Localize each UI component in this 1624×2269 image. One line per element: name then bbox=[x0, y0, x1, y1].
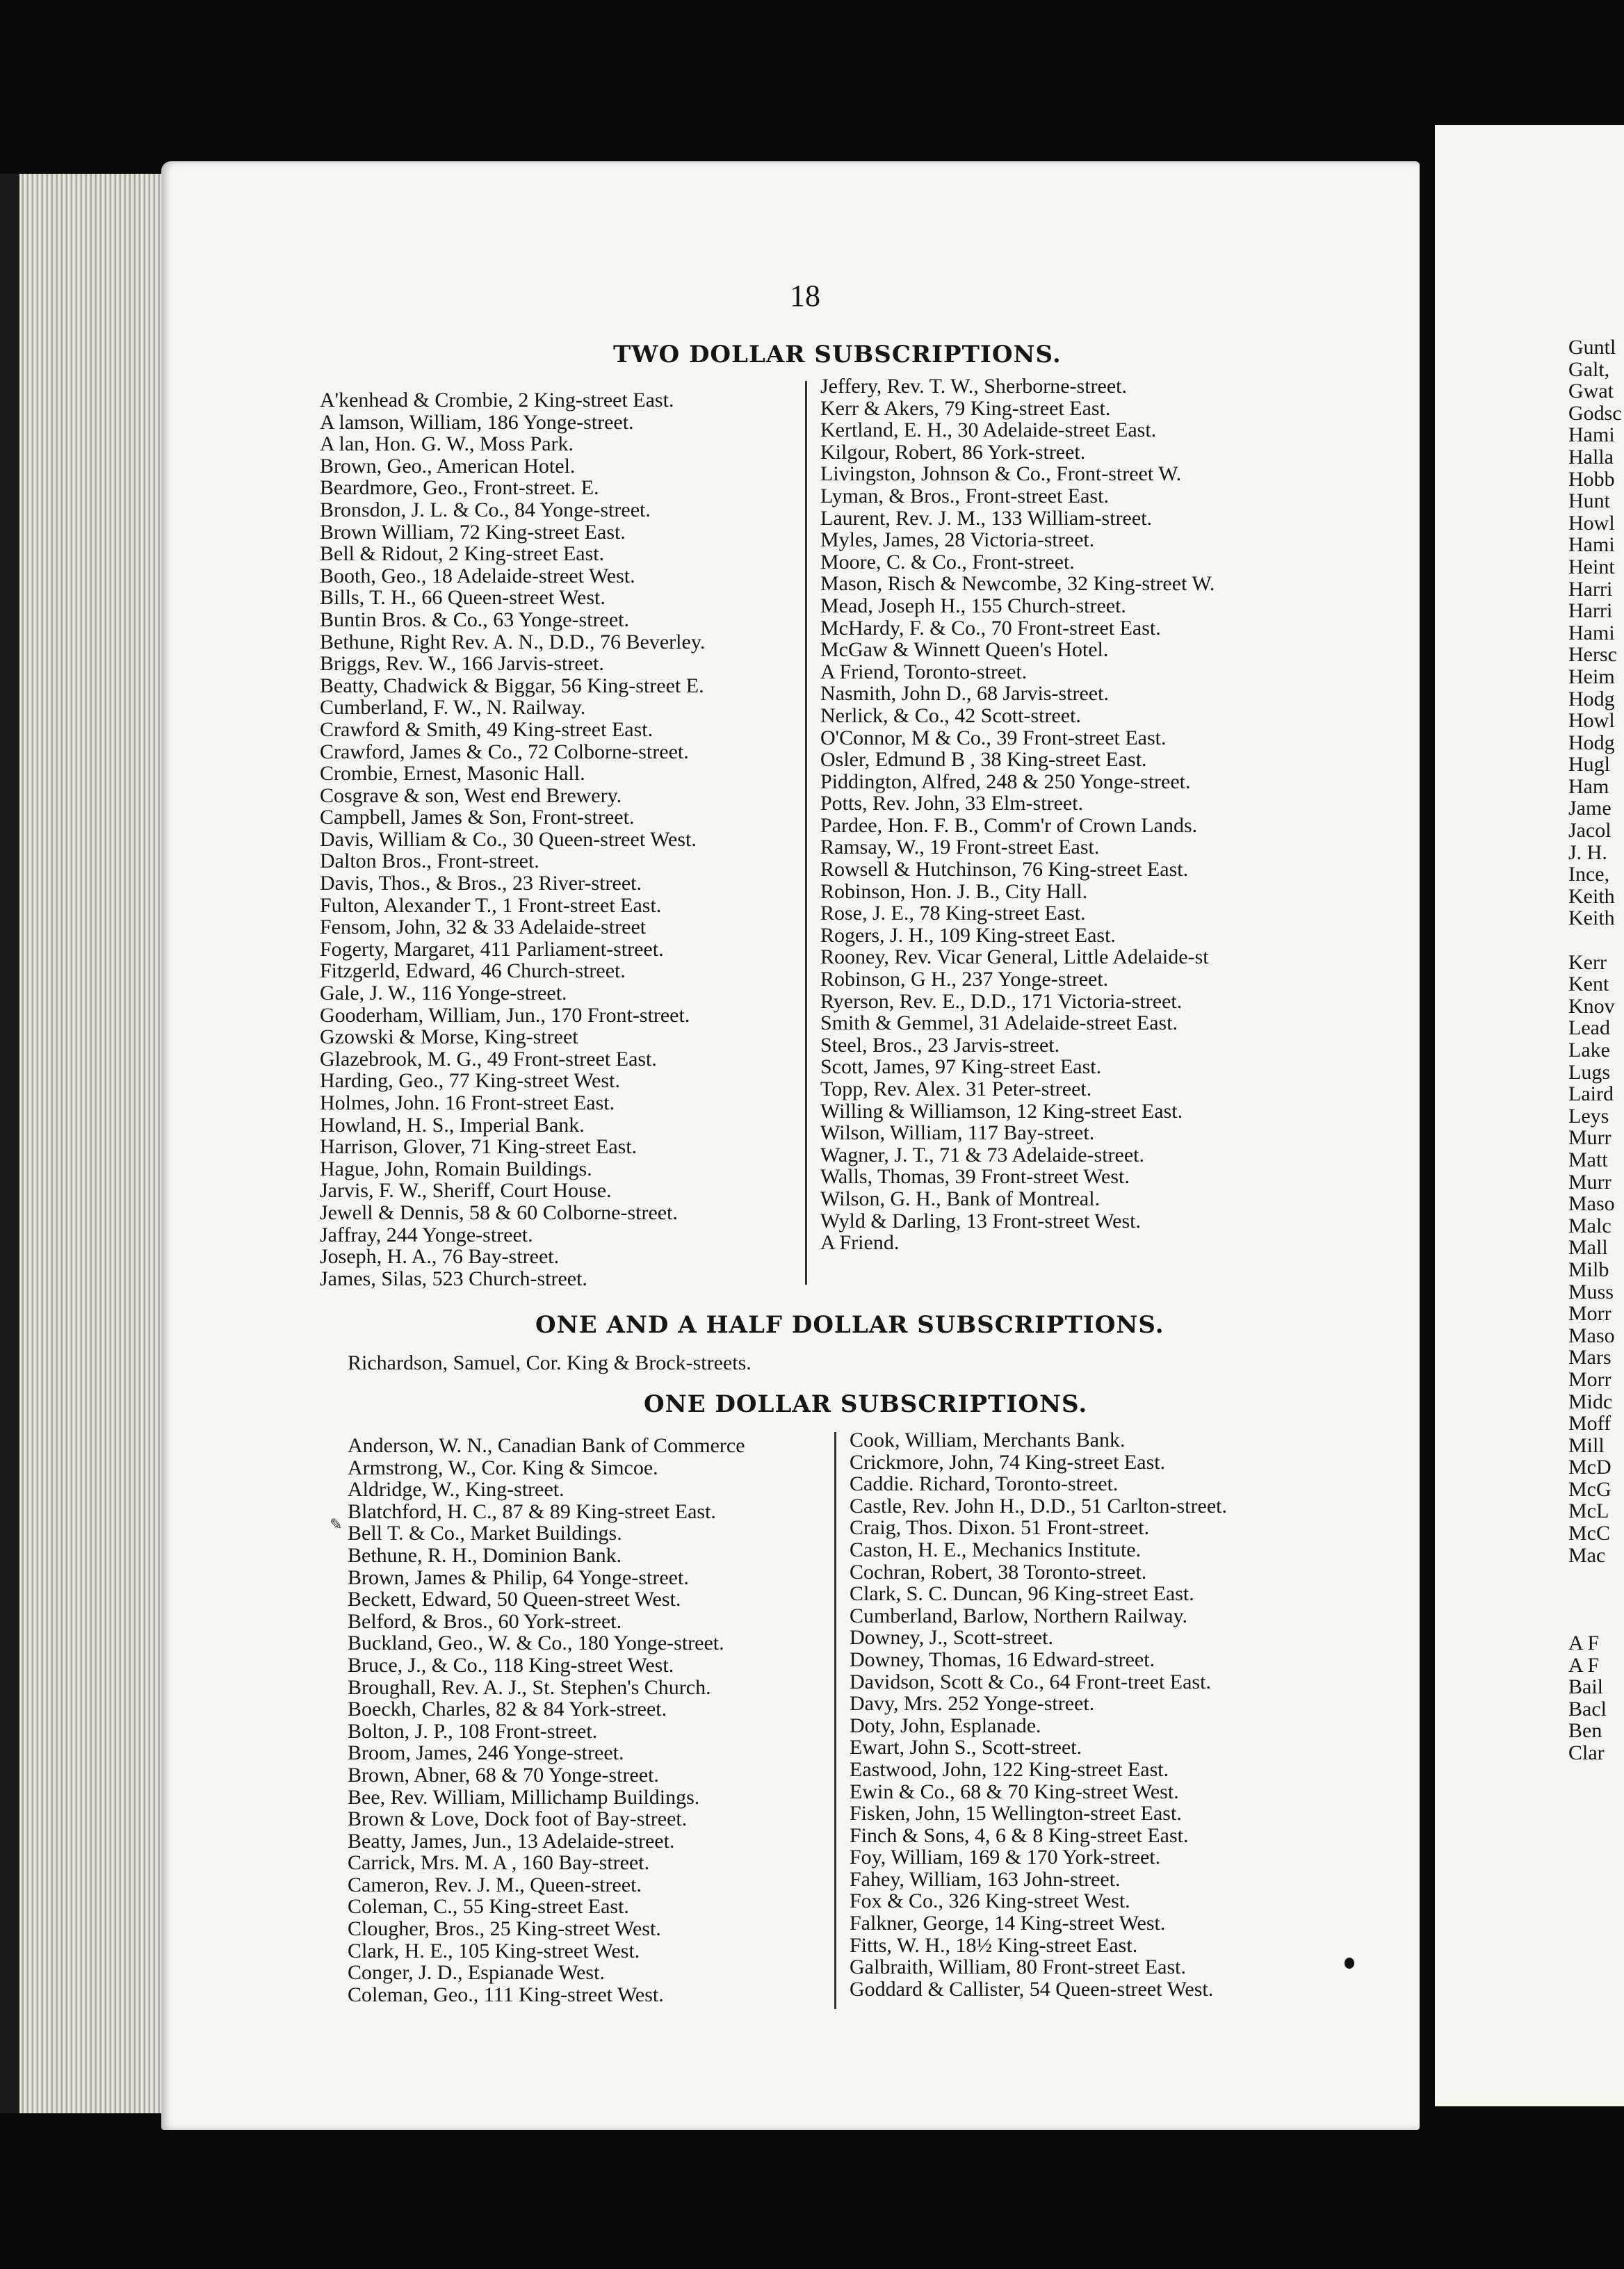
list-entry: Keith bbox=[1568, 884, 1615, 908]
list-entry: Wilson, William, 117 Bay-street. bbox=[820, 1121, 1095, 1145]
list-entry: Booth, Geo., 18 Adelaide-street West. bbox=[320, 564, 635, 587]
list-entry: Cook, William, Merchants Bank. bbox=[850, 1429, 1126, 1451]
list-entry: Hunt bbox=[1568, 489, 1610, 513]
list-entry: Mead, Joseph H., 155 Church-street. bbox=[820, 594, 1126, 617]
list-entry: Cumberland, F. W., N. Railway. bbox=[320, 696, 586, 719]
list-entry: Jarvis, F. W., Sheriff, Court House. bbox=[320, 1179, 612, 1203]
list-entry: Buckland, Geo., W. & Co., 180 Yonge-street. bbox=[348, 1632, 724, 1655]
list-entry: Armstrong, W., Cor. King & Simcoe. bbox=[348, 1456, 658, 1479]
list-entry: Keith bbox=[1568, 906, 1615, 930]
list-entry: Gale, J. W., 116 Yonge-street. bbox=[320, 982, 567, 1005]
list-entry: Bell T. & Co., Market Buildings. bbox=[348, 1522, 622, 1545]
list-entry: Harding, Geo., 77 King-street West. bbox=[320, 1069, 620, 1093]
list-entry: Dalton Bros., Front-street. bbox=[320, 849, 539, 873]
list-entry: Cameron, Rev. J. M., Queen-street. bbox=[348, 1873, 642, 1896]
list-entry: Kerr & Akers, 79 King-street East. bbox=[820, 396, 1111, 420]
list-entry: Cochran, Robert, 38 Toronto-street. bbox=[850, 1560, 1147, 1584]
list-entry: Hersc bbox=[1568, 643, 1617, 667]
list-entry: Broughall, Rev. A. J., St. Stephen's Church. bbox=[348, 1675, 711, 1699]
list-entry: Bolton, J. P., 108 Front-street. bbox=[348, 1719, 598, 1743]
list-entry: Mill bbox=[1568, 1433, 1605, 1457]
list-entry: Wagner, J. T., 71 & 73 Adelaide-street. bbox=[820, 1143, 1144, 1166]
list-entry: Hodg bbox=[1568, 731, 1615, 754]
list-entry: A'kenhead & Crombie, 2 King-street East. bbox=[320, 389, 674, 412]
list-entry: Moff bbox=[1568, 1412, 1611, 1436]
list-entry: Bacl bbox=[1568, 1697, 1607, 1721]
list-entry: Cosgrave & son, West end Brewery. bbox=[320, 783, 622, 807]
list-entry: Leys bbox=[1568, 1104, 1609, 1128]
list-entry: Bail bbox=[1568, 1675, 1603, 1699]
list-entry: A F bbox=[1568, 1632, 1600, 1655]
list-entry: O'Connor, M & Co., 39 Front-street East. bbox=[820, 726, 1167, 749]
list-entry: Ewin & Co., 68 & 70 King-street West. bbox=[850, 1780, 1179, 1803]
list-entry: Willing & Williamson, 12 King-street East. bbox=[820, 1099, 1183, 1123]
list-entry: Rowsell & Hutchinson, 76 King-street East. bbox=[820, 858, 1189, 881]
list-entry: James, Silas, 523 Church-street. bbox=[320, 1267, 587, 1290]
list-entry: Brown & Love, Dock foot of Bay-street. bbox=[348, 1807, 688, 1831]
list-entry: Kerr bbox=[1568, 950, 1607, 974]
book-page-edges bbox=[0, 174, 167, 2113]
column-divider bbox=[805, 381, 807, 1285]
list-entry: Piddington, Alfred, 248 & 250 Yonge-street. bbox=[820, 770, 1191, 793]
two-dollar-right-column bbox=[820, 375, 1215, 1254]
list-entry: Anderson, W. N., Canadian Bank of Commerce bbox=[348, 1434, 745, 1457]
list-entry: Cumberland, Barlow, Northern Railway. bbox=[850, 1604, 1187, 1627]
list-entry: Wilson, G. H., Bank of Montreal. bbox=[820, 1187, 1101, 1210]
margin-mark: ✎ bbox=[330, 1515, 343, 1533]
list-entry: Nasmith, John D., 68 Jarvis-street. bbox=[820, 682, 1109, 706]
list-entry: Beckett, Edward, 50 Queen-street West. bbox=[348, 1588, 681, 1611]
list-entry: A Friend, Toronto-street. bbox=[820, 660, 1028, 683]
one-dollar-right-column bbox=[850, 1429, 1227, 2000]
list-entry: Fogerty, Margaret, 411 Parliament-street. bbox=[320, 937, 664, 961]
list-entry: Harri bbox=[1568, 577, 1613, 601]
list-entry: Beardmore, Geo., Front-street. E. bbox=[320, 476, 599, 500]
list-entry: McGaw & Winnett Queen's Hotel. bbox=[820, 638, 1109, 662]
list-entry bbox=[1568, 1566, 1624, 1588]
list-entry: Harrison, Glover, 71 King-street East. bbox=[320, 1135, 638, 1159]
list-entry: Davidson, Scott & Co., 64 Front-treet East. bbox=[850, 1670, 1211, 1693]
facing-page-text bbox=[1568, 336, 1624, 1764]
list-entry: Rooney, Rev. Vicar General, Little Adelaide-st bbox=[820, 945, 1209, 969]
list-entry: Brown, Geo., American Hotel. bbox=[320, 454, 576, 478]
list-entry: Jame bbox=[1568, 797, 1611, 820]
list-entry: Gwat bbox=[1568, 380, 1614, 403]
book-spine-shadow bbox=[0, 174, 19, 2113]
list-entry: Ramsay, W., 19 Front-street East. bbox=[820, 836, 1100, 859]
list-entry: Mac bbox=[1568, 1543, 1606, 1567]
list-entry: Pardee, Hon. F. B., Comm'r of Crown Lands. bbox=[820, 813, 1198, 837]
list-entry: Hague, John, Romain Buildings. bbox=[320, 1157, 592, 1180]
list-entry: Fahey, William, 163 John-street. bbox=[850, 1867, 1121, 1891]
list-entry: Fitzgerld, Edward, 46 Church-street. bbox=[320, 959, 626, 983]
list-entry: Clark, H. E., 105 King-street West. bbox=[348, 1939, 640, 1962]
list-entry: Caston, H. E., Mechanics Institute. bbox=[850, 1538, 1142, 1561]
list-entry: Maso bbox=[1568, 1324, 1615, 1347]
list-entry: Matt bbox=[1568, 1148, 1608, 1171]
list-entry: Boeckh, Charles, 82 & 84 York-street. bbox=[348, 1698, 667, 1721]
list-entry: Aldridge, W., King-street. bbox=[348, 1478, 565, 1502]
list-entry: Jeffery, Rev. T. W., Sherborne-street. bbox=[820, 375, 1127, 398]
list-entry: Hugl bbox=[1568, 753, 1610, 776]
list-entry: Mason, Risch & Newcombe, 32 King-street W. bbox=[820, 572, 1215, 596]
list-entry: Blatchford, H. C., 87 & 89 King-street East. bbox=[348, 1499, 716, 1523]
list-entry: Hobb bbox=[1568, 467, 1615, 491]
list-entry: McG bbox=[1568, 1477, 1611, 1501]
list-entry: Joseph, H. A., 76 Bay-street. bbox=[320, 1245, 560, 1269]
list-entry: Bills, T. H., 66 Queen-street West. bbox=[320, 586, 606, 610]
list-entry: Gzowski & Morse, King-street bbox=[320, 1025, 578, 1049]
page-number: 18 bbox=[790, 279, 820, 313]
list-entry: Beatty, Chadwick & Biggar, 56 King-street E. bbox=[320, 674, 704, 697]
list-entry: Scott, James, 97 King-street East. bbox=[820, 1055, 1102, 1079]
list-entry: Potts, Rev. John, 33 Elm-street. bbox=[820, 792, 1084, 815]
list-entry: Campbell, James & Son, Front-street. bbox=[320, 806, 635, 829]
list-entry: Davy, Mrs. 252 Yonge-street. bbox=[850, 1692, 1095, 1716]
list-entry bbox=[1568, 1588, 1624, 1611]
list-entry: Buntin Bros. & Co., 63 Yonge-street. bbox=[320, 608, 630, 631]
column-divider bbox=[834, 1432, 836, 2009]
list-entry: Briggs, Rev. W., 166 Jarvis-street. bbox=[320, 652, 604, 676]
list-entry: Morr bbox=[1568, 1367, 1611, 1391]
list-entry: Morr bbox=[1568, 1302, 1611, 1326]
list-entry: Falkner, George, 14 King-street West. bbox=[850, 1912, 1166, 1935]
list-entry: A Friend. bbox=[820, 1231, 900, 1255]
section-heading-two-dollar: TWO DOLLAR SUBSCRIPTIONS. bbox=[613, 341, 1062, 368]
list-entry: Fensom, John, 32 & 33 Adelaide-street bbox=[320, 916, 647, 939]
list-entry: Davis, Thos., & Bros., 23 River-street. bbox=[320, 872, 642, 895]
list-entry: Bronsdon, J. L. & Co., 84 Yonge-street. bbox=[320, 498, 651, 521]
list-entry: Knov bbox=[1568, 994, 1615, 1018]
list-entry: McC bbox=[1568, 1522, 1610, 1545]
list-entry: Clar bbox=[1568, 1741, 1605, 1764]
list-entry: Clark, S. C. Duncan, 96 King-street East. bbox=[850, 1582, 1194, 1606]
list-entry: Mars bbox=[1568, 1346, 1611, 1369]
list-entry: A lamson, William, 186 Yonge-street. bbox=[320, 410, 634, 434]
list-entry: Crawford & Smith, 49 King-street East. bbox=[320, 717, 653, 741]
list-entry: Crombie, Ernest, Masonic Hall. bbox=[320, 762, 585, 786]
list-entry: A lan, Hon. G. W., Moss Park. bbox=[320, 432, 574, 456]
list-entry: A F bbox=[1568, 1653, 1600, 1677]
list-entry: Lugs bbox=[1568, 1060, 1610, 1084]
list-entry: Glazebrook, M. G., 49 Front-street East. bbox=[320, 1047, 657, 1071]
list-entry: Muss bbox=[1568, 1280, 1614, 1303]
list-entry: Robinson, Hon. J. B., City Hall. bbox=[820, 879, 1088, 903]
list-entry: Milb bbox=[1568, 1258, 1609, 1281]
list-entry: Jewell & Dennis, 58 & 60 Colborne-street. bbox=[320, 1201, 678, 1224]
list-entry: Galt, bbox=[1568, 357, 1610, 381]
list-entry: Wyld & Darling, 13 Front-street West. bbox=[820, 1209, 1141, 1233]
list-entry: Jaffray, 244 Yonge-street. bbox=[320, 1223, 533, 1246]
list-entry: Gooderham, William, Jun., 170 Front-street. bbox=[320, 1003, 690, 1027]
list-entry: Hami bbox=[1568, 423, 1615, 447]
list-entry: Kent bbox=[1568, 973, 1609, 996]
list-entry: Coleman, C., 55 King-street East. bbox=[348, 1895, 629, 1919]
one-and-half-entry: Richardson, Samuel, Cor. King & Brock-streets. bbox=[348, 1351, 752, 1374]
list-entry: Guntl bbox=[1568, 336, 1616, 359]
list-entry: Howland, H. S., Imperial Bank. bbox=[320, 1113, 585, 1137]
list-entry: Fitts, W. H., 18½ King-street East. bbox=[850, 1933, 1138, 1957]
list-entry: Osler, Edmund B , 38 King-street East. bbox=[820, 748, 1147, 772]
list-entry: Fulton, Alexander T., 1 Front-street East. bbox=[320, 893, 662, 917]
list-entry: Ince, bbox=[1568, 863, 1610, 886]
list-entry: Hami bbox=[1568, 533, 1615, 557]
list-entry: Heim bbox=[1568, 665, 1615, 688]
list-entry: Beatty, James, Jun., 13 Adelaide-street. bbox=[348, 1829, 675, 1853]
list-entry: Malc bbox=[1568, 1214, 1611, 1237]
list-entry: Laurent, Rev. J. M., 133 William-street. bbox=[820, 506, 1153, 530]
list-entry: Ham bbox=[1568, 774, 1609, 798]
list-entry: Hami bbox=[1568, 621, 1615, 644]
list-entry: Rose, J. E., 78 King-street East. bbox=[820, 902, 1086, 925]
list-entry: McHardy, F. & Co., 70 Front-street East. bbox=[820, 616, 1161, 640]
list-entry: Crawford, James & Co., 72 Colborne-street. bbox=[320, 740, 689, 763]
list-entry: Kilgour, Robert, 86 York-street. bbox=[820, 440, 1086, 464]
list-entry: Howl bbox=[1568, 709, 1615, 733]
list-entry: Brown, Abner, 68 & 70 Yonge-street. bbox=[348, 1763, 659, 1787]
list-entry: McL bbox=[1568, 1499, 1609, 1523]
list-entry: Lead bbox=[1568, 1016, 1610, 1040]
list-entry: Fox & Co., 326 King-street West. bbox=[850, 1889, 1130, 1913]
list-entry: Walls, Thomas, 39 Front-street West. bbox=[820, 1165, 1130, 1189]
list-entry bbox=[1568, 929, 1624, 952]
list-entry: Lyman, & Bros., Front-street East. bbox=[820, 484, 1109, 507]
list-entry: Coleman, Geo., 111 King-street West. bbox=[348, 1983, 664, 2006]
list-entry: Foy, William, 169 & 170 York-street. bbox=[850, 1846, 1161, 1869]
list-entry: Galbraith, William, 80 Front-street East. bbox=[850, 1955, 1186, 1979]
list-entry: Ewart, John S., Scott-street. bbox=[850, 1736, 1082, 1759]
list-entry: Murr bbox=[1568, 1170, 1611, 1194]
section-heading-one-and-half-dollar: ONE AND A HALF DOLLAR SUBSCRIPTIONS. bbox=[535, 1311, 1164, 1339]
list-entry: Davis, William & Co., 30 Queen-street West. bbox=[320, 827, 697, 851]
list-entry: Lake bbox=[1568, 1039, 1610, 1062]
list-entry: Rogers, J. H., 109 King-street East. bbox=[820, 923, 1116, 947]
list-entry: Ryerson, Rev. E., D.D., 171 Victoria-street. bbox=[820, 989, 1183, 1013]
list-entry: Livingston, Johnson & Co., Front-street W. bbox=[820, 462, 1182, 486]
list-entry: Kertland, E. H., 30 Adelaide-street East. bbox=[820, 418, 1157, 442]
list-entry: Laird bbox=[1568, 1082, 1614, 1106]
list-entry: Finch & Sons, 4, 6 & 8 King-street East. bbox=[850, 1823, 1189, 1847]
list-entry: Maso bbox=[1568, 1192, 1615, 1216]
list-entry: McD bbox=[1568, 1456, 1611, 1479]
list-entry: Downey, J., Scott-street. bbox=[850, 1626, 1053, 1650]
list-entry: Holmes, John. 16 Front-street East. bbox=[320, 1091, 615, 1114]
list-entry: Caddie. Richard, Toronto-street. bbox=[850, 1472, 1119, 1496]
list-entry: Nerlick, & Co., 42 Scott-street. bbox=[820, 704, 1081, 727]
list-entry: Bethune, Right Rev. A. N., D.D., 76 Beverley. bbox=[320, 630, 706, 653]
list-entry: Godsc bbox=[1568, 401, 1622, 425]
list-entry: Murr bbox=[1568, 1126, 1611, 1150]
list-entry: Goddard & Callister, 54 Queen-street West. bbox=[850, 1977, 1214, 2001]
list-entry: Eastwood, John, 122 King-street East. bbox=[850, 1757, 1169, 1781]
list-entry: Doty, John, Esplanade. bbox=[850, 1714, 1041, 1737]
list-entry: Bell & Ridout, 2 King-street East. bbox=[320, 542, 605, 566]
list-entry: Belford, & Bros., 60 York-street. bbox=[348, 1609, 622, 1633]
list-entry: Downey, Thomas, 16 Edward-street. bbox=[850, 1648, 1155, 1671]
list-entry: Topp, Rev. Alex. 31 Peter-street. bbox=[820, 1077, 1092, 1100]
list-entry: Conger, J. D., Espianade West. bbox=[348, 1961, 605, 1985]
list-entry: Heint bbox=[1568, 555, 1615, 578]
list-entry: Bruce, J., & Co., 118 King-street West. bbox=[348, 1653, 674, 1677]
list-entry: Mall bbox=[1568, 1236, 1608, 1260]
list-entry: J. H. bbox=[1568, 840, 1607, 864]
list-entry: Carrick, Mrs. M. A , 160 Bay-street. bbox=[348, 1851, 650, 1875]
one-dollar-left-column bbox=[348, 1435, 745, 2006]
list-entry: Craig, Thos. Dixon. 51 Front-street. bbox=[850, 1516, 1150, 1540]
list-entry: Myles, James, 28 Victoria-street. bbox=[820, 528, 1095, 552]
list-entry: Howl bbox=[1568, 511, 1615, 535]
list-entry: Hodg bbox=[1568, 687, 1615, 710]
list-entry: Smith & Gemmel, 31 Adelaide-street East. bbox=[820, 1011, 1178, 1035]
ink-blot bbox=[1345, 1958, 1354, 1969]
list-entry: Midc bbox=[1568, 1390, 1613, 1413]
list-entry: Brown William, 72 King-street East. bbox=[320, 520, 626, 544]
list-entry: Castle, Rev. John H., D.D., 51 Carlton-street. bbox=[850, 1494, 1227, 1518]
list-entry: Clougher, Bros., 25 King-street West. bbox=[348, 1917, 661, 1941]
list-entry: Fisken, John, 15 Wellington-street East. bbox=[850, 1802, 1182, 1825]
list-entry: Bee, Rev. William, Millichamp Buildings. bbox=[348, 1785, 700, 1809]
section-heading-one-dollar: ONE DOLLAR SUBSCRIPTIONS. bbox=[644, 1390, 1088, 1418]
list-entry: Broom, James, 246 Yonge-street. bbox=[348, 1741, 624, 1765]
list-entry bbox=[1568, 1610, 1624, 1632]
list-entry: Moore, C. & Co., Front-street. bbox=[820, 550, 1075, 574]
list-entry: Ben bbox=[1568, 1719, 1602, 1743]
list-entry: Robinson, G H., 237 Yonge-street. bbox=[820, 968, 1109, 991]
list-entry: Steel, Bros., 23 Jarvis-street. bbox=[820, 1033, 1060, 1057]
list-entry: Bethune, R. H., Dominion Bank. bbox=[348, 1543, 622, 1567]
list-entry: Harri bbox=[1568, 599, 1613, 623]
list-entry: Brown, James & Philip, 64 Yonge-street. bbox=[348, 1565, 689, 1589]
list-entry: Halla bbox=[1568, 445, 1614, 469]
two-dollar-left-column bbox=[320, 389, 705, 1290]
list-entry: Jacol bbox=[1568, 819, 1611, 843]
list-entry: Crickmore, John, 74 King-street East. bbox=[850, 1450, 1166, 1474]
